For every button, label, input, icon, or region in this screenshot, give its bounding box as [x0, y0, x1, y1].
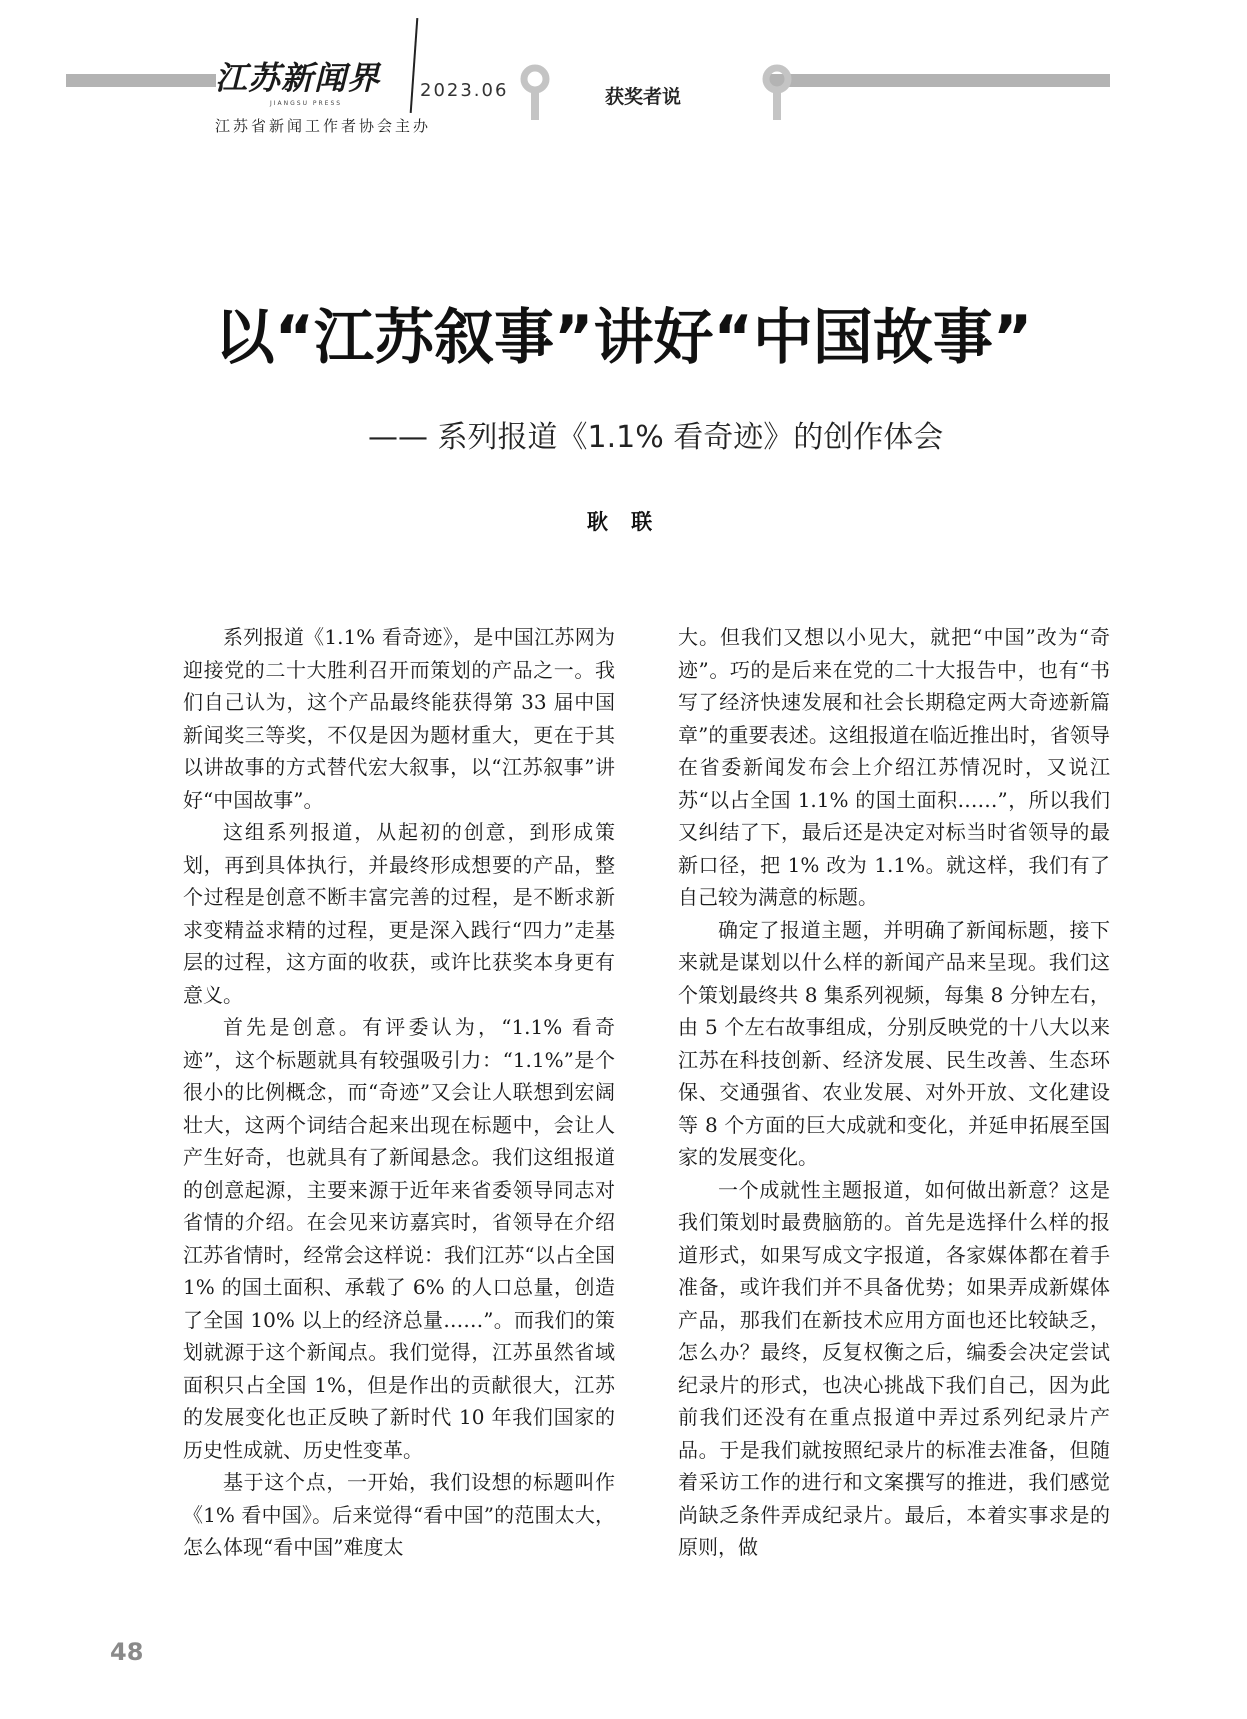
body-paragraph: 一个成就性主题报道，如何做出新意？这是我们策划时最费脑筋的。首先是选择什么样的报道形式，如果写成文字报道，各家媒体都在着手准备，或许我们并不具备优势；如果弄成新媒体产品，那我们在新技术应用方面也还比较缺乏，怎么办？最终，反复权衡之后，编委会决定尝试纪录片的形式，也决心挑战下我们自己，因为此前我们还没有在重点报道中弄过系列纪录片产品。于是我们就按照纪录片的标准去准备，但随着采访工作的进行和文案撰写的推进，我们感觉尚缺乏条件弄成纪录片。最后，本着实事求是的原则，做	[678, 1177, 1110, 1559]
body-column-right	[678, 621, 1110, 1564]
journal-logo: 江苏新闻界	[215, 59, 381, 97]
journal-logo-english: JIANGSU PRESS	[270, 100, 343, 107]
article-author: 耿 联	[586, 510, 661, 534]
article-title: 以“江苏叙事”讲好“中国故事”	[214, 303, 1033, 373]
body-paragraph: 这组系列报道，从起初的创意，到形成策划，再到具体执行，并最终形成想要的产品，整个过程是创意不断丰富完善的过程，是不断求新求变精益求精的过程，更是深入践行“四力”走基层的过程，这方面的收获，或许比获奖本身更有意义。	[183, 820, 615, 1007]
article-subtitle: —— 系列报道《1.1% 看奇迹》的创作体会	[368, 420, 944, 455]
header-bar-left	[66, 74, 216, 87]
page-number: 48	[110, 1638, 144, 1666]
body-paragraph: 首先是创意。有评委认为，“1.1% 看奇迹”，这个标题就具有较强吸引力：“1.1%”是个很小的比例概念，而“奇迹”又会让人联想到宏阔壮大，这两个词结合起来出现在标题中，会让人产生好奇，也就具有了新闻悬念。我们这组报道的创意起源，主要来源于近年来省委领导同志对省情的介绍。在会见来访嘉宾时，省领导在介绍江苏省情时，经常会这样说：我们江苏“以占全国 1% 的国土面积、承载了 6% 的人口总量，创造了全国 10% 以上的经济总量……”。而我们的策划就源于这个新闻点。我们觉得，江苏虽然省域面积只占全国 1%，但是作出的贡献很大，江苏的发展变化也正反映了新时代 10 年我们国家的历史性成就、历史性变革。	[183, 1015, 615, 1462]
body-paragraph-continued: 大。但我们又想以小见大，就把“中国”改为“奇迹”。巧的是后来在党的二十大报告中，也有“书写了经济快速发展和社会长期稳定两大奇迹新篇章”的重要表述。这组报道在临近推出时，省领导在省委新闻发布会上介绍江苏情况时，又说江苏“以占全国 1.1% 的国土面积……”，所以我们又纠结了下，最后还是决定对标当时省领导的最新口径，把 1% 改为 1.1%。就这样，我们有了自己较为满意的标题。	[678, 625, 1110, 909]
body-paragraph: 系列报道《1.1% 看奇迹》，是中国江苏网为迎接党的二十大胜利召开而策划的产品之一。我们自己认为，这个产品最终能获得第 33 届中国新闻奖三等奖，不仅是因为题材重大，更在于其以讲故事的方式替代宏大叙事，以“江苏叙事”讲好“中国故事”。	[183, 625, 615, 812]
section-label: 获奖者说	[605, 86, 682, 108]
header-bar-right	[768, 74, 1110, 87]
publisher-line: 江苏省新闻工作者协会主办	[215, 117, 432, 135]
body-paragraph: 基于这个点，一开始，我们设想的标题叫作《1% 看中国》。后来觉得“看中国”的范围太大，怎么体现“看中国”难度太	[183, 1470, 615, 1559]
header-divider	[410, 18, 419, 113]
body-column-left	[183, 621, 615, 1564]
location-pin-icon	[760, 64, 794, 122]
body-paragraph: 确定了报道主题，并明确了新闻标题，接下来就是谋划以什么样的新闻产品来呈现。我们这个策划最终共 8 集系列视频，每集 8 分钟左右，由 5 个左右故事组成，分别反映党的十八大以来江苏在科技创新、经济发展、民生改善、生态环保、交通强省、农业发展、对外开放、文化建设等 8 个方面的巨大成就和变化，并延申拓展至国家的发展变化。	[678, 917, 1110, 1169]
location-pin-icon	[518, 64, 552, 122]
issue-date: 2023.06	[420, 80, 509, 101]
